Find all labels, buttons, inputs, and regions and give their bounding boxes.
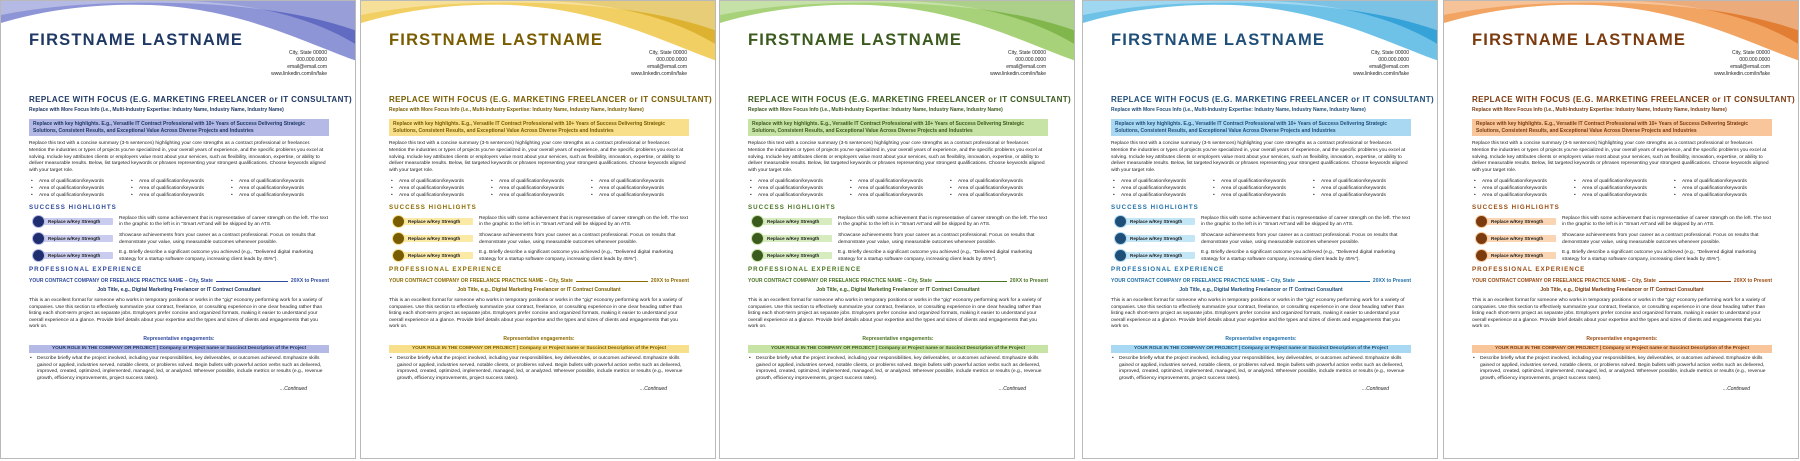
- keyword-item: • Area of qualification/keywords: [748, 186, 848, 193]
- highlight-graphic: [29, 250, 119, 263]
- summary-paragraph: Replace this text with a concise summary (3-5 sentences) highlighting your core strengths as a contract professional or freelancer. Mention the industries or types of projects you've specialized in, your overall years of experience, and the specific problems you excel at solving. Include key attributes clients or employers value most about your services, such as flexibility, innovation, expertise, or ability to deliver measurable results. Below, list targeted keywords or phrases representing your strongest qualifications. Choose keywords aligned with your target role.: [29, 141, 326, 173]
- contact-email[interactable]: email@email.com: [287, 64, 327, 70]
- job-title: Job Title, e.g., Digital Marketing Freelancer or IT Contract Consultant: [1540, 287, 1704, 294]
- continued-label: ...Continued: [280, 385, 307, 392]
- contact-phone: 000.000.0000: [1739, 57, 1770, 63]
- role-bar: YOUR ROLE IN THE COMPANY OR PROJECT | Company or Project name or Succinct Description of the Project: [1111, 345, 1411, 354]
- company-name: YOUR CONTRACT COMPANY OR FREELANCE PRACTICE NAME – City, State: [748, 277, 932, 284]
- role-bullet: • Describe briefly what the project involved, including your responsibilities, key deliverables, or outcomes achieved. Emphasize skills gained or applied, industries served, notable clients, or problems solved. Begin bullets with powerful action verbs such as delivered, improved, created, optimized, implemented, managed, led, or analyzed. Wherever possible, include metrics or results (e.g., revenue growth, efficiency improvements, project success rates).: [1111, 356, 1411, 382]
- experience-paragraph: This is an excellent format for someone who works in temporary positions or works in the "gig" economy performing work for a variety of companies. Use this section to effectively summarize your contract, freelance, or consulting experience in one clear heading rather than listing each short-term project as separate jobs. Employers prefer concise and organized formats, making it easier to understand your overall experience at a glance. Provide brief details about your expertise and the types and sizes of clients and engagements that you work on.: [1111, 298, 1405, 330]
- highlight-row: [389, 233, 689, 246]
- subline: Replace with More Focus Info (i.e., Multi-Industry Expertise: Industry Name, Industry Name, Industry Name): [389, 106, 644, 113]
- highlight-graphic: [29, 216, 119, 229]
- keyword-item: • Area of qualification/keywords: [1311, 179, 1411, 186]
- company-name: YOUR CONTRACT COMPANY OR FREELANCE PRACTICE NAME – City, State: [1472, 277, 1656, 284]
- highlight-graphic: [748, 216, 838, 229]
- highlight-row: [748, 250, 1048, 263]
- job-title: Job Title, e.g., Digital Marketing Freelancer or IT Contract Consultant: [816, 287, 980, 294]
- company-rule: [576, 278, 648, 283]
- contact-block: [1714, 50, 1770, 78]
- success-heading: SUCCESS HIGHLIGHTS: [389, 204, 477, 212]
- resume-page-blue-violet[interactable]: [0, 0, 356, 459]
- keyword-item: • Area of qualification/keywords: [948, 193, 1048, 200]
- highlight-text: Replace this with some achievement that is representative of career strength on the left. The text in the graphic to the left is in "Smart Art"and will be skipped by an ATS.: [479, 215, 688, 228]
- key-highlights-box: Replace with key highlights. E.g., Versatile IT Contract Professional with 10+ Years of Success Delivering Strategic Solutions, Consistent Results, and Exceptional Value Across Diverse Projects and Industries: [29, 119, 329, 136]
- highlight-graphic: [1472, 216, 1562, 229]
- keyword-list: [29, 179, 329, 199]
- keyword-item: • Area of qualification/keywords: [1311, 186, 1411, 193]
- circle-icon: [1115, 250, 1126, 261]
- circle-icon: [752, 216, 763, 227]
- date-range: 20XX to Present: [1009, 277, 1048, 284]
- resume-body: [748, 95, 1072, 392]
- highlight-row: [1111, 250, 1411, 263]
- company-line: [1472, 278, 1772, 285]
- keyword-item: • Area of qualification/keywords: [1111, 179, 1211, 186]
- contact-block: [631, 50, 687, 78]
- key-highlights-box: Replace with key highlights. E.g., Versatile IT Contract Professional with 10+ Years of Success Delivering Strategic Solutions, Consistent Results, and Exceptional Value Across Diverse Projects and Industries: [1111, 119, 1411, 136]
- highlight-text: Showcase achievements from your career as a contract professional. Focus on results that demonstrate your value, using measurable outcomes whenever possible.: [838, 232, 1035, 245]
- keyword-item: • Area of qualification/keywords: [1111, 186, 1211, 193]
- key-highlights-box: Replace with key highlights. E.g., Versatile IT Contract Professional with 10+ Years of Success Delivering Strategic Solutions, Consistent Results, and Exceptional Value Across Diverse Projects and Industries: [748, 119, 1048, 136]
- highlight-row: [1472, 216, 1772, 229]
- highlight-graphic: [1111, 216, 1201, 229]
- role-bullet: • Describe briefly what the project involved, including your responsibilities, key deliverables, or outcomes achieved. Emphasize skills gained or applied, industries served, notable clients, or problems solved. Begin bullets with powerful action verbs such as delivered, improved, created, optimized, implemented, managed, led, or analyzed. Wherever possible, include metrics or results (e.g., revenue growth, efficiency improvements, project success rates).: [29, 356, 329, 382]
- contact-linkedin[interactable]: www.linkedin.com/in/fake: [271, 71, 327, 77]
- contact-linkedin[interactable]: www.linkedin.com/in/fake: [1353, 71, 1409, 77]
- highlight-graphic: [389, 216, 479, 229]
- highlight-text: E.g. Briefly describe a significant outcome you achieved (e.g., "Delivered digital marketing strategy for a startup software company, increasing client leads by 45%").: [1201, 250, 1396, 262]
- success-heading: SUCCESS HIGHLIGHTS: [1111, 204, 1199, 212]
- headline: REPLACE WITH FOCUS (E.G. MARKETING FREELANCER or IT CONSULTANT): [29, 95, 353, 104]
- keyword-item: • Area of qualification/keywords: [1672, 193, 1772, 200]
- date-range: 20XX to Present: [1372, 277, 1411, 284]
- experience-paragraph: This is an excellent format for someone who works in temporary positions or works in the "gig" economy performing work for a variety of companies. Use this section to effectively summarize your contract, freelance, or consulting experience in one clear heading rather than listing each short-term project as separate jobs. Employers prefer concise and organized formats, making it easier to understand your overall experience at a glance. Provide brief details about your expertise and the types and sizes of clients and engagements that you work on.: [29, 298, 323, 330]
- highlight-row: [1472, 233, 1772, 246]
- keyword-list: [1111, 179, 1411, 199]
- key-highlights-box: Replace with key highlights. E.g., Versatile IT Contract Professional with 10+ Years of Success Delivering Strategic Solutions, Consistent Results, and Exceptional Value Across Diverse Projects and Industries: [389, 119, 689, 136]
- candidate-name: FIRSTNAME LASTNAME: [1472, 31, 1687, 49]
- highlight-row: [29, 233, 329, 246]
- continued-label: ...Continued: [1723, 385, 1750, 392]
- experience-heading: PROFESSIONAL EXPERIENCE: [748, 266, 862, 274]
- keyword-item: • Area of qualification/keywords: [29, 193, 129, 200]
- highlight-graphic: [389, 233, 479, 246]
- contact-block: [271, 50, 327, 78]
- contact-email[interactable]: email@email.com: [1730, 64, 1770, 70]
- subline: Replace with More Focus Info (i.e., Multi-Industry Expertise: Industry Name, Industry Name, Industry Name): [29, 106, 284, 113]
- keyword-item: • Area of qualification/keywords: [1672, 186, 1772, 193]
- candidate-name: FIRSTNAME LASTNAME: [29, 31, 244, 49]
- company-rule: [1659, 278, 1731, 283]
- highlight-label: Replace w/Key Strength: [399, 218, 473, 225]
- highlight-row: [1472, 250, 1772, 263]
- keyword-item: • Area of qualification/keywords: [848, 193, 948, 200]
- company-name: YOUR CONTRACT COMPANY OR FREELANCE PRACTICE NAME – City, State: [29, 277, 213, 284]
- role-bar: YOUR ROLE IN THE COMPANY OR PROJECT | Company or Project name or Succinct Description of the Project: [389, 345, 689, 354]
- highlight-label: Replace w/Key Strength: [758, 218, 832, 225]
- circle-icon: [393, 216, 404, 227]
- keyword-item: • Area of qualification/keywords: [1472, 179, 1572, 186]
- keyword-item: • Area of qualification/keywords: [748, 193, 848, 200]
- highlight-label: Replace w/Key Strength: [1121, 218, 1195, 225]
- experience-paragraph: This is an excellent format for someone who works in temporary positions or works in the "gig" economy performing work for a variety of companies. Use this section to effectively summarize your contract, freelance, or consulting experience in one clear heading rather than listing each short-term project as separate jobs. Employers prefer concise and organized formats, making it easier to understand your overall experience at a glance. Provide brief details about your expertise and the types and sizes of clients and engagements that you work on.: [1472, 298, 1766, 330]
- keyword-item: • Area of qualification/keywords: [1672, 179, 1772, 186]
- circle-icon: [33, 250, 44, 261]
- keyword-item: • Area of qualification/keywords: [1572, 186, 1672, 193]
- keyword-list: [389, 179, 689, 199]
- summary-paragraph: Replace this text with a concise summary (3-5 sentences) highlighting your core strengths as a contract professional or freelancer. Mention the industries or types of projects you've specialized in, your overall years of experience, and the specific problems you excel at solving. Include key attributes clients or employers value most about your services, such as flexibility, innovation, expertise, or ability to deliver measurable results. Below, list targeted keywords or phrases representing your strongest qualifications. Choose keywords aligned with your target role.: [389, 141, 686, 173]
- keyword-item: • Area of qualification/keywords: [489, 179, 589, 186]
- keyword-item: • Area of qualification/keywords: [1111, 193, 1211, 200]
- keyword-item: • Area of qualification/keywords: [948, 179, 1048, 186]
- highlight-graphic: [1472, 233, 1562, 246]
- highlight-text: E.g. Briefly describe a significant outcome you achieved (e.g., "Delivered digital marketing strategy for a startup software company, increasing client leads by 45%").: [119, 250, 314, 262]
- contact-city: City, State 00000: [1008, 50, 1046, 56]
- resume-body: [1472, 95, 1796, 392]
- keyword-item: • Area of qualification/keywords: [1211, 193, 1311, 200]
- highlight-row: [748, 216, 1048, 229]
- contact-city: City, State 00000: [1371, 50, 1409, 56]
- keyword-item: • Area of qualification/keywords: [848, 179, 948, 186]
- highlight-graphic: [748, 233, 838, 246]
- contact-city: City, State 00000: [649, 50, 687, 56]
- keyword-item: • Area of qualification/keywords: [389, 186, 489, 193]
- experience-paragraph: This is an excellent format for someone who works in temporary positions or works in the "gig" economy performing work for a variety of companies. Use this section to effectively summarize your contract, freelance, or consulting experience in one clear heading rather than listing each short-term project as separate jobs. Employers prefer concise and organized formats, making it easier to understand your overall experience at a glance. Provide brief details about your expertise and the types and sizes of clients and engagements that you work on.: [748, 298, 1042, 330]
- highlight-row: [29, 216, 329, 229]
- keyword-item: • Area of qualification/keywords: [29, 186, 129, 193]
- role-bar: YOUR ROLE IN THE COMPANY OR PROJECT | Company or Project name or Succinct Description of the Project: [29, 345, 329, 354]
- highlight-text: Replace this with some achievement that is representative of career strength on the left. The text in the graphic to the left is in "Smart Art"and will be skipped by an ATS.: [1562, 215, 1771, 228]
- keyword-item: • Area of qualification/keywords: [129, 186, 229, 193]
- contact-phone: 000.000.0000: [296, 57, 327, 63]
- contact-email[interactable]: email@email.com: [1369, 64, 1409, 70]
- resume-page-orange[interactable]: [1443, 0, 1799, 459]
- candidate-name: FIRSTNAME LASTNAME: [1111, 31, 1326, 49]
- success-heading: SUCCESS HIGHLIGHTS: [29, 204, 117, 212]
- highlight-graphic: [29, 233, 119, 246]
- company-rule: [1298, 278, 1370, 283]
- keyword-item: • Area of qualification/keywords: [1472, 193, 1572, 200]
- summary-paragraph: Replace this text with a concise summary (3-5 sentences) highlighting your core strengths as a contract professional or freelancer. Mention the industries or types of projects you've specialized in, your overall years of experience, and the specific problems you excel at solving. Include key attributes clients or employers value most about your services, such as flexibility, innovation, expertise, or ability to deliver measurable results. Below, list targeted keywords or phrases representing your strongest qualifications. Choose keywords aligned with your target role.: [748, 141, 1045, 173]
- highlight-label: Replace w/Key Strength: [1482, 252, 1556, 259]
- highlight-label: Replace w/Key Strength: [758, 252, 832, 259]
- circle-icon: [1476, 250, 1487, 261]
- highlight-graphic: [1111, 233, 1201, 246]
- keyword-item: • Area of qualification/keywords: [129, 179, 229, 186]
- highlight-label: Replace w/Key Strength: [39, 252, 113, 259]
- circle-icon: [1476, 233, 1487, 244]
- contact-phone: 000.000.0000: [1015, 57, 1046, 63]
- keyword-item: • Area of qualification/keywords: [229, 193, 329, 200]
- circle-icon: [1115, 216, 1126, 227]
- company-line: [29, 278, 329, 285]
- resume-page-sky-blue[interactable]: [1082, 0, 1438, 459]
- highlight-text: Showcase achievements from your career as a contract professional. Focus on results that demonstrate your value, using measurable outcomes whenever possible.: [1201, 232, 1398, 245]
- representative-heading: Representative engagements:: [862, 336, 934, 343]
- subline: Replace with More Focus Info (i.e., Multi-Industry Expertise: Industry Name, Industry Name, Industry Name): [1472, 106, 1727, 113]
- summary-paragraph: Replace this text with a concise summary (3-5 sentences) highlighting your core strengths as a contract professional or freelancer. Mention the industries or types of projects you've specialized in, your overall years of experience, and the specific problems you excel at solving. Include key attributes clients or employers value most about your services, such as flexibility, innovation, expertise, or ability to deliver measurable results. Below, list targeted keywords or phrases representing your strongest qualifications. Choose keywords aligned with your target role.: [1472, 141, 1769, 173]
- keyword-item: • Area of qualification/keywords: [1211, 186, 1311, 193]
- date-range: 20XX to Present: [650, 277, 689, 284]
- circle-icon: [752, 250, 763, 261]
- highlight-text: Replace this with some achievement that is representative of career strength on the left. The text in the graphic to the left is in "Smart Art"and will be skipped by an ATS.: [1201, 215, 1410, 228]
- continued-label: ...Continued: [999, 385, 1026, 392]
- experience-heading: PROFESSIONAL EXPERIENCE: [1111, 266, 1225, 274]
- highlight-text: Replace this with some achievement that is representative of career strength on the left. The text in the graphic to the left is in "Smart Art"and will be skipped by an ATS.: [838, 215, 1047, 228]
- experience-heading: PROFESSIONAL EXPERIENCE: [1472, 266, 1586, 274]
- circle-icon: [393, 233, 404, 244]
- highlight-text: Showcase achievements from your career as a contract professional. Focus on results that demonstrate your value, using measurable outcomes whenever possible.: [1562, 232, 1759, 245]
- headline: REPLACE WITH FOCUS (E.G. MARKETING FREELANCER or IT CONSULTANT): [389, 95, 713, 104]
- candidate-name: FIRSTNAME LASTNAME: [389, 31, 604, 49]
- headline: REPLACE WITH FOCUS (E.G. MARKETING FREELANCER or IT CONSULTANT): [1472, 95, 1796, 104]
- highlight-graphic: [1472, 250, 1562, 263]
- keyword-item: • Area of qualification/keywords: [1572, 193, 1672, 200]
- experience-heading: PROFESSIONAL EXPERIENCE: [29, 266, 143, 274]
- highlight-label: Replace w/Key Strength: [1482, 218, 1556, 225]
- circle-icon: [1476, 216, 1487, 227]
- role-bar: YOUR ROLE IN THE COMPANY OR PROJECT | Company or Project name or Succinct Description of the Project: [1472, 345, 1772, 354]
- keyword-item: • Area of qualification/keywords: [1472, 186, 1572, 193]
- contact-email[interactable]: email@email.com: [647, 64, 687, 70]
- keyword-list: [748, 179, 1048, 199]
- continued-label: ...Continued: [640, 385, 667, 392]
- highlight-text: E.g. Briefly describe a significant outcome you achieved (e.g., "Delivered digital marketing strategy for a startup software company, increasing client leads by 45%").: [838, 250, 1033, 262]
- highlight-row: [389, 216, 689, 229]
- company-name: YOUR CONTRACT COMPANY OR FREELANCE PRACTICE NAME – City, State: [389, 277, 573, 284]
- representative-heading: Representative engagements:: [1225, 336, 1297, 343]
- role-bullet: • Describe briefly what the project involved, including your responsibilities, key deliverables, or outcomes achieved. Emphasize skills gained or applied, industries served, notable clients, or problems solved. Begin bullets with powerful action verbs such as delivered, improved, created, optimized, implemented, managed, led, or analyzed. Wherever possible, include metrics or results (e.g., revenue growth, efficiency improvements, project success rates).: [748, 356, 1048, 382]
- highlight-label: Replace w/Key Strength: [399, 252, 473, 259]
- keyword-item: • Area of qualification/keywords: [948, 186, 1048, 193]
- highlight-row: [1111, 233, 1411, 246]
- contact-linkedin[interactable]: www.linkedin.com/in/fake: [1714, 71, 1770, 77]
- contact-block: [1353, 50, 1409, 78]
- highlight-label: Replace w/Key Strength: [1121, 235, 1195, 242]
- resume-page-green[interactable]: [719, 0, 1075, 459]
- highlight-label: Replace w/Key Strength: [758, 235, 832, 242]
- highlight-text: E.g. Briefly describe a significant outcome you achieved (e.g., "Delivered digital marketing strategy for a startup software company, increasing client leads by 45%").: [479, 250, 674, 262]
- summary-paragraph: Replace this text with a concise summary (3-5 sentences) highlighting your core strengths as a contract professional or freelancer. Mention the industries or types of projects you've specialized in, your overall years of experience, and the specific problems you excel at solving. Include key attributes clients or employers value most about your services, such as flexibility, innovation, expertise, or ability to deliver measurable results. Below, list targeted keywords or phrases representing your strongest qualifications. Choose keywords aligned with your target role.: [1111, 141, 1408, 173]
- keyword-item: • Area of qualification/keywords: [129, 193, 229, 200]
- date-range: 20XX to Present: [290, 277, 329, 284]
- highlight-label: Replace w/Key Strength: [1121, 252, 1195, 259]
- keyword-item: • Area of qualification/keywords: [389, 193, 489, 200]
- highlight-graphic: [748, 250, 838, 263]
- company-line: [1111, 278, 1411, 285]
- company-rule: [216, 278, 288, 283]
- highlight-label: Replace w/Key Strength: [399, 235, 473, 242]
- continued-label: ...Continued: [1362, 385, 1389, 392]
- highlight-label: Replace w/Key Strength: [39, 218, 113, 225]
- contact-linkedin[interactable]: www.linkedin.com/in/fake: [631, 71, 687, 77]
- keyword-item: • Area of qualification/keywords: [589, 193, 689, 200]
- headline: REPLACE WITH FOCUS (E.G. MARKETING FREELANCER or IT CONSULTANT): [1111, 95, 1435, 104]
- highlight-row: [389, 250, 689, 263]
- role-bullet: • Describe briefly what the project involved, including your responsibilities, key deliverables, or outcomes achieved. Emphasize skills gained or applied, industries served, notable clients, or problems solved. Begin bullets with powerful action verbs such as delivered, improved, created, optimized, implemented, managed, led, or analyzed. Wherever possible, include metrics or results (e.g., revenue growth, efficiency improvements, project success rates).: [389, 356, 689, 382]
- keyword-item: • Area of qualification/keywords: [848, 186, 948, 193]
- highlight-text: Showcase achievements from your career as a contract professional. Focus on results that demonstrate your value, using measurable outcomes whenever possible.: [119, 232, 316, 245]
- role-bar: YOUR ROLE IN THE COMPANY OR PROJECT | Company or Project name or Succinct Description of the Project: [748, 345, 1048, 354]
- company-rule: [935, 278, 1007, 283]
- representative-heading: Representative engagements:: [503, 336, 575, 343]
- circle-icon: [1115, 233, 1126, 244]
- keyword-item: • Area of qualification/keywords: [589, 179, 689, 186]
- candidate-name: FIRSTNAME LASTNAME: [748, 31, 963, 49]
- highlight-label: Replace w/Key Strength: [1482, 235, 1556, 242]
- headline: REPLACE WITH FOCUS (E.G. MARKETING FREELANCER or IT CONSULTANT): [748, 95, 1072, 104]
- contact-phone: 000.000.0000: [1378, 57, 1409, 63]
- job-title: Job Title, e.g., Digital Marketing Freelancer or IT Contract Consultant: [1179, 287, 1343, 294]
- contact-linkedin[interactable]: www.linkedin.com/in/fake: [990, 71, 1046, 77]
- subline: Replace with More Focus Info (i.e., Multi-Industry Expertise: Industry Name, Industry Name, Industry Name): [1111, 106, 1366, 113]
- highlight-graphic: [389, 250, 479, 263]
- highlight-text: Showcase achievements from your career as a contract professional. Focus on results that demonstrate your value, using measurable outcomes whenever possible.: [479, 232, 676, 245]
- success-heading: SUCCESS HIGHLIGHTS: [748, 204, 836, 212]
- highlight-graphic: [1111, 250, 1201, 263]
- experience-heading: PROFESSIONAL EXPERIENCE: [389, 266, 503, 274]
- highlight-row: [29, 250, 329, 263]
- keyword-item: • Area of qualification/keywords: [1311, 193, 1411, 200]
- circle-icon: [33, 233, 44, 244]
- keyword-item: • Area of qualification/keywords: [229, 186, 329, 193]
- resume-body: [1111, 95, 1435, 392]
- contact-city: City, State 00000: [1732, 50, 1770, 56]
- keyword-item: • Area of qualification/keywords: [1211, 179, 1311, 186]
- resume-page-gold[interactable]: [360, 0, 716, 459]
- job-title: Job Title, e.g., Digital Marketing Freelancer or IT Contract Consultant: [97, 287, 261, 294]
- date-range: 20XX to Present: [1733, 277, 1772, 284]
- highlight-row: [748, 233, 1048, 246]
- job-title: Job Title, e.g., Digital Marketing Freelancer or IT Contract Consultant: [457, 287, 621, 294]
- resume-body: [29, 95, 353, 392]
- keyword-item: • Area of qualification/keywords: [229, 179, 329, 186]
- experience-paragraph: This is an excellent format for someone who works in temporary positions or works in the "gig" economy performing work for a variety of companies. Use this section to effectively summarize your contract, freelance, or consulting experience in one clear heading rather than listing each short-term project as separate jobs. Employers prefer concise and organized formats, making it easier to understand your overall experience at a glance. Provide brief details about your expertise and the types and sizes of clients and engagements that you work on.: [389, 298, 683, 330]
- key-highlights-box: Replace with key highlights. E.g., Versatile IT Contract Professional with 10+ Years of Success Delivering Strategic Solutions, Consistent Results, and Exceptional Value Across Diverse Projects and Industries: [1472, 119, 1772, 136]
- resume-body: [389, 95, 713, 392]
- highlight-label: Replace w/Key Strength: [39, 235, 113, 242]
- success-heading: SUCCESS HIGHLIGHTS: [1472, 204, 1560, 212]
- circle-icon: [752, 233, 763, 244]
- highlight-text: Replace this with some achievement that is representative of career strength on the left. The text in the graphic to the left is in "Smart Art"and will be skipped by an ATS.: [119, 215, 328, 228]
- keyword-item: • Area of qualification/keywords: [29, 179, 129, 186]
- contact-phone: 000.000.0000: [656, 57, 687, 63]
- role-bullet: • Describe briefly what the project involved, including your responsibilities, key deliverables, or outcomes achieved. Emphasize skills gained or applied, industries served, notable clients, or problems solved. Begin bullets with powerful action verbs such as delivered, improved, created, optimized, implemented, managed, led, or analyzed. Wherever possible, include metrics or results (e.g., revenue growth, efficiency improvements, project success rates).: [1472, 356, 1772, 382]
- keyword-list: [1472, 179, 1772, 199]
- contact-email[interactable]: email@email.com: [1006, 64, 1046, 70]
- highlight-text: E.g. Briefly describe a significant outcome you achieved (e.g., "Delivered digital marketing strategy for a startup software company, increasing client leads by 45%").: [1562, 250, 1757, 262]
- company-line: [389, 278, 689, 285]
- subline: Replace with More Focus Info (i.e., Multi-Industry Expertise: Industry Name, Industry Name, Industry Name): [748, 106, 1003, 113]
- circle-icon: [393, 250, 404, 261]
- circle-icon: [33, 216, 44, 227]
- contact-city: City, State 00000: [289, 50, 327, 56]
- representative-heading: Representative engagements:: [1586, 336, 1658, 343]
- highlight-row: [1111, 216, 1411, 229]
- keyword-item: • Area of qualification/keywords: [589, 186, 689, 193]
- representative-heading: Representative engagements:: [143, 336, 215, 343]
- keyword-item: • Area of qualification/keywords: [389, 179, 489, 186]
- keyword-item: • Area of qualification/keywords: [489, 186, 589, 193]
- keyword-item: • Area of qualification/keywords: [1572, 179, 1672, 186]
- company-name: YOUR CONTRACT COMPANY OR FREELANCE PRACTICE NAME – City, State: [1111, 277, 1295, 284]
- contact-block: [990, 50, 1046, 78]
- keyword-item: • Area of qualification/keywords: [489, 193, 589, 200]
- keyword-item: • Area of qualification/keywords: [748, 179, 848, 186]
- company-line: [748, 278, 1048, 285]
